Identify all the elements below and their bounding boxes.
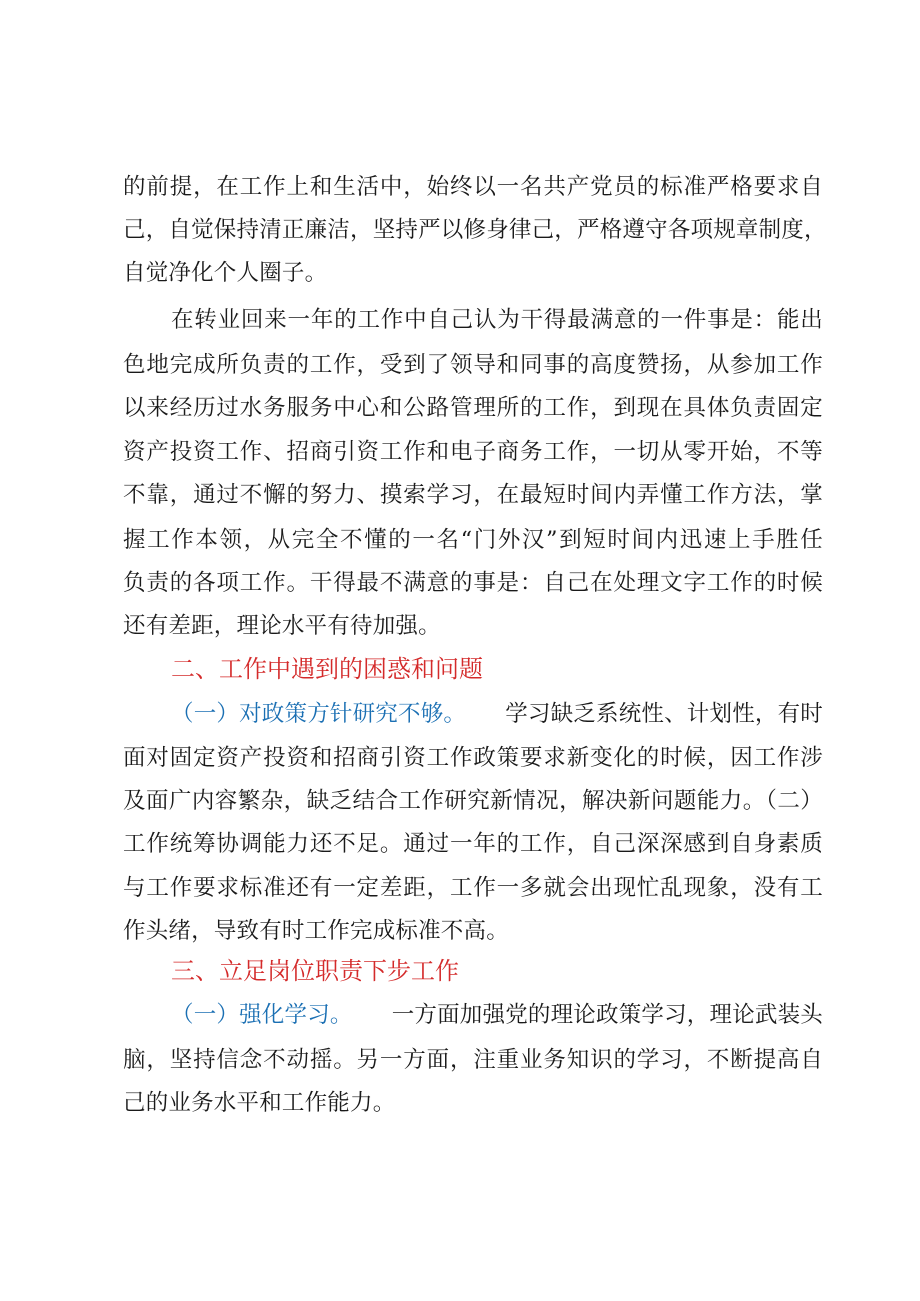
paragraph-line: 己，自觉保持清正廉洁，坚持严以修身律己，严格遵守各项规章制度， (123, 217, 827, 243)
paragraph-line: 与工作要求标准还有一定差距，工作一多就会出现忙乱现象，没有工 (123, 875, 823, 901)
paragraph-line: 还有差距，理论水平有待加强。 (123, 613, 441, 639)
paragraph-text: 一方面加强党的理论政策学习，理论武装头 (391, 1002, 823, 1028)
section-heading-3: 三、立足岗位职责下步工作 (171, 957, 459, 985)
paragraph-line: 脑，坚持信念不动摇。另一方面，注重业务知识的学习，不断提高自 (123, 1047, 823, 1073)
paragraph-line: 己的业务水平和工作能力。 (123, 1090, 396, 1116)
paragraph-line: 资产投资工作、招商引资工作和电子商务工作，一切从零开始，不等 (123, 439, 823, 465)
paragraph-line: 负责的各项工作。干得最不满意的事是：自己在处理文字工作的时候 (123, 570, 823, 596)
subheading-policy-research: （一）对政策方针研究不够。 (171, 701, 467, 727)
paragraph-line: 工作统筹协调能力还不足。通过一年的工作，自己深深感到自身素质 (123, 831, 823, 857)
paragraph-line: 以来经历过水务服务中心和公路管理所的工作，到现在具体负责固定 (123, 395, 823, 421)
paragraph-line: 握工作本领，从完全不懂的一名“门外汉”到短时间内迅速上手胜任 (123, 527, 823, 553)
paragraph-line: 色地完成所负责的工作，受到了领导和同事的高度赞扬，从参加工作 (123, 352, 823, 378)
paragraph-line: 不靠，通过不懈的努力、摸索学习，在最短时间内弄懂工作方法，掌 (123, 482, 823, 508)
paragraph-text: 学习缺乏系统性、计划性，有时 (505, 701, 823, 727)
paragraph-line (171, 1000, 823, 1030)
paragraph-line: 的前提，在工作上和生活中，始终以一名共产党员的标准严格要求自 (123, 174, 823, 200)
paragraph-line: 在转业回来一年的工作中自己认为干得最满意的一件事是：能出 (171, 307, 823, 333)
paragraph-line: 及面广内容繁杂，缺乏结合工作研究新情况，解决新问题能力。（二） (123, 788, 823, 814)
paragraph-line: 面对固定资产投资和招商引资工作政策要求新变化的时候，因工作涉 (123, 745, 823, 771)
paragraph-line: 自觉净化个人圈子。 (123, 260, 328, 286)
paragraph-line: 作头绪，导致有时工作完成标准不高。 (123, 918, 509, 944)
section-heading-2: 二、工作中遇到的困惑和问题 (171, 655, 483, 683)
paragraph-line (171, 699, 823, 729)
subheading-strengthen-learning: （一）强化学习。 (171, 1002, 353, 1028)
